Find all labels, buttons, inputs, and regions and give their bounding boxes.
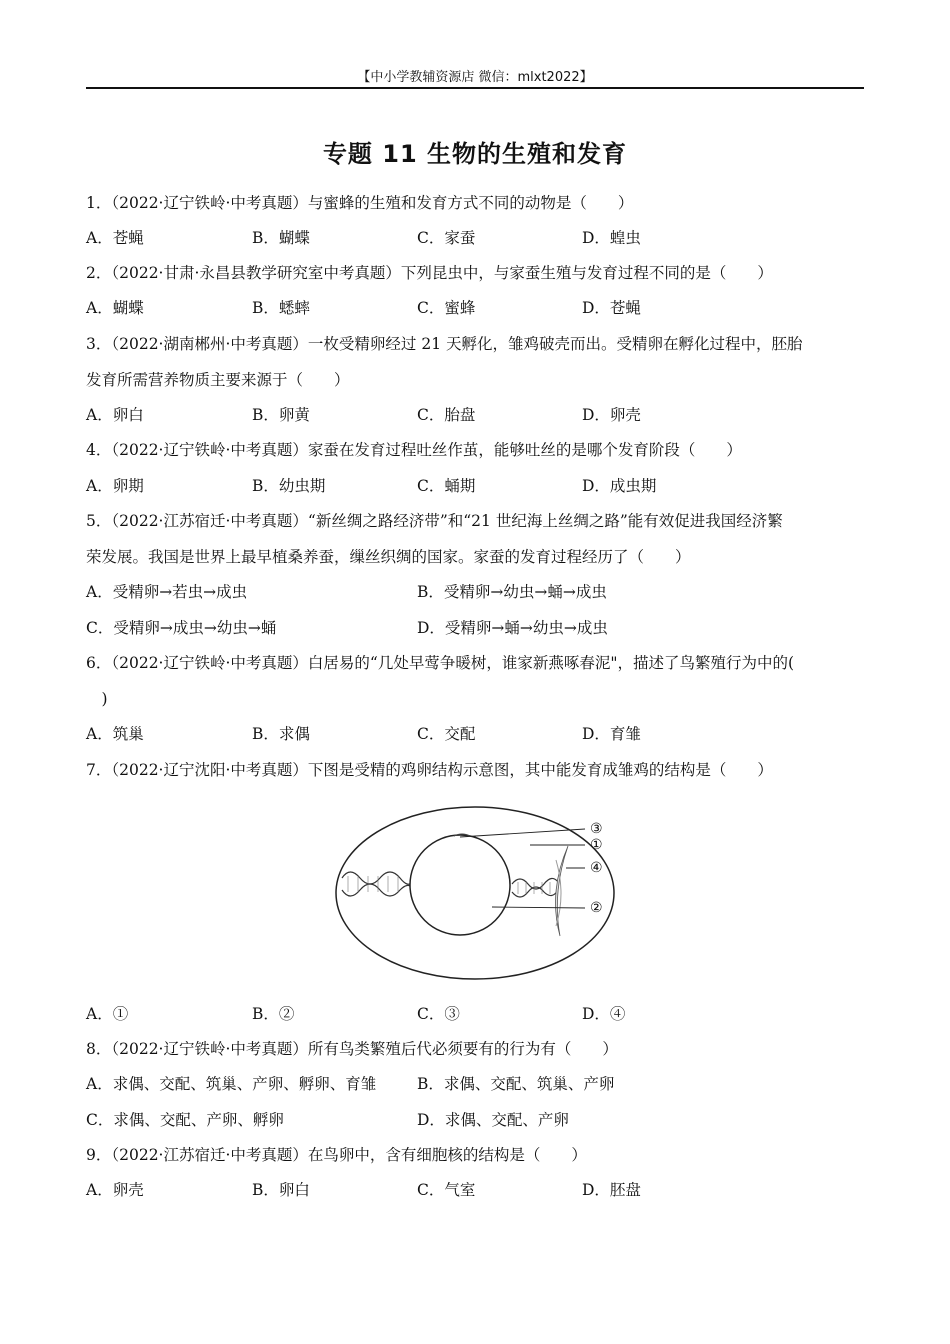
- question-6-stem-line-1: 6．（2022·辽宁铁岭·中考真题）白居易的“几处早莺争暖树，谁家新燕啄春泥"，描述了鸟繁殖行为中的(: [86, 654, 795, 672]
- question-8-option-c: C．求偶、交配、产卵、孵卵: [86, 1111, 284, 1129]
- question-2-option-b: B．蟋蟀: [252, 299, 310, 317]
- question-3-stem-line-2: 发育所需营养物质主要来源于（ ）: [86, 371, 350, 389]
- question-5-stem-line-2: 荣发展。我国是世界上最早植桑养蚕，缫丝织绸的国家。家蚕的发育过程经历了（ ）: [86, 548, 691, 566]
- question-9-stem: 9．（2022·江苏宿迁·中考真题）在鸟卵中，含有细胞核的结构是（ ）: [86, 1146, 587, 1164]
- question-7-option-b: B．②: [252, 1005, 295, 1023]
- diagram-label-3: ③: [590, 821, 603, 837]
- chalaza-left: [342, 872, 412, 896]
- yolk: [410, 835, 510, 935]
- question-9-option-d: D．胚盘: [582, 1181, 641, 1199]
- question-9-option-a: A．卵壳: [86, 1181, 144, 1199]
- question-4-option-d: D．成虫期: [582, 477, 657, 495]
- question-5-option-c: C．受精卵→成虫→幼虫→蛹: [86, 619, 277, 637]
- question-5-stem-line-1: 5．（2022·江苏宿迁·中考真题）“新丝绸之路经济带”和“21 世纪海上丝绸之路”能有效促进我国经济繁: [86, 512, 783, 530]
- question-9-option-c: C．气室: [417, 1181, 476, 1199]
- question-6-stem-line-2: ): [86, 690, 108, 708]
- question-1-option-a: A．苍蝇: [86, 229, 144, 247]
- question-7-option-c: C．③: [417, 1005, 460, 1023]
- question-9-option-b: B．卵白: [252, 1181, 310, 1199]
- question-3-stem-line-1: 3．（2022·湖南郴州·中考真题）一枚受精卵经过 21 天孵化，雏鸡破壳而出。受精卵在孵化过程中，胚胎: [86, 335, 803, 353]
- question-1-option-c: C．家蚕: [417, 229, 476, 247]
- question-5-option-b: B．受精卵→幼虫→蛹→成虫: [417, 583, 607, 601]
- question-7-option-a: A．①: [86, 1005, 129, 1023]
- question-4-option-c: C．蛹期: [417, 477, 476, 495]
- question-1-option-b: B．蝴蝶: [252, 229, 310, 247]
- question-4-stem: 4．（2022·辽宁铁岭·中考真题）家蚕在发育过程吐丝作茧，能够吐丝的是哪个发育阶段（ ）: [86, 441, 742, 459]
- question-6-option-d: D．育雏: [582, 725, 641, 743]
- question-3-option-c: C．胎盘: [417, 406, 476, 424]
- question-5-option-a: A．受精卵→若虫→成虫: [86, 583, 248, 601]
- question-2-option-a: A．蝴蝶: [86, 299, 144, 317]
- page-title: 专题 11 生物的生殖和发育: [322, 140, 628, 168]
- question-7-stem: 7．（2022·辽宁沈阳·中考真题）下图是受精的鸡卵结构示意图，其中能发育成雏鸡的结构是（ ）: [86, 761, 773, 779]
- chalaza-right: [512, 878, 558, 897]
- question-1-option-d: D．蝗虫: [582, 229, 641, 247]
- question-2-option-d: D．苍蝇: [582, 299, 641, 317]
- question-4-option-b: B．幼虫期: [252, 477, 326, 495]
- page-header: 【中小学教辅资源店 微信：mlxt2022】: [357, 70, 593, 85]
- diagram-label-1: ①: [590, 837, 603, 853]
- question-6-option-a: A．筑巢: [86, 725, 144, 743]
- diagram-label-4: ④: [590, 860, 603, 876]
- question-3-option-b: B．卵黄: [252, 406, 310, 424]
- question-7-option-d: D．④: [582, 1005, 626, 1023]
- question-2-option-c: C．蜜蜂: [417, 299, 476, 317]
- question-4-option-a: A．卵期: [86, 477, 144, 495]
- header-divider: [86, 87, 864, 89]
- question-6-option-b: B．求偶: [252, 725, 310, 743]
- question-1-stem: 1．（2022·辽宁铁岭·中考真题）与蜜蜂的生殖和发育方式不同的动物是（ ）: [86, 194, 634, 212]
- question-3-option-a: A．卵白: [86, 406, 144, 424]
- question-8-stem: 8．（2022·辽宁铁岭·中考真题）所有鸟类繁殖后代必须要有的行为有（ ）: [86, 1040, 618, 1058]
- question-3-option-d: D．卵壳: [582, 406, 641, 424]
- question-6-option-c: C．交配: [417, 725, 476, 743]
- question-8-option-b: B．求偶、交配、筑巢、产卵: [417, 1075, 615, 1093]
- diagram-label-2: ②: [590, 900, 603, 916]
- question-8-option-d: D．求偶、交配、产卵: [417, 1111, 569, 1129]
- question-5-option-d: D．受精卵→蛹→幼虫→成虫: [417, 619, 608, 637]
- question-2-stem: 2．（2022·甘肃·永昌县教学研究室中考真题）下列昆虫中，与家蚕生殖与发育过程不同的是（ ）: [86, 264, 773, 282]
- egg-structure-diagram: [330, 800, 620, 985]
- question-8-option-a: A．求偶、交配、筑巢、产卵、孵卵、育雏: [86, 1075, 377, 1093]
